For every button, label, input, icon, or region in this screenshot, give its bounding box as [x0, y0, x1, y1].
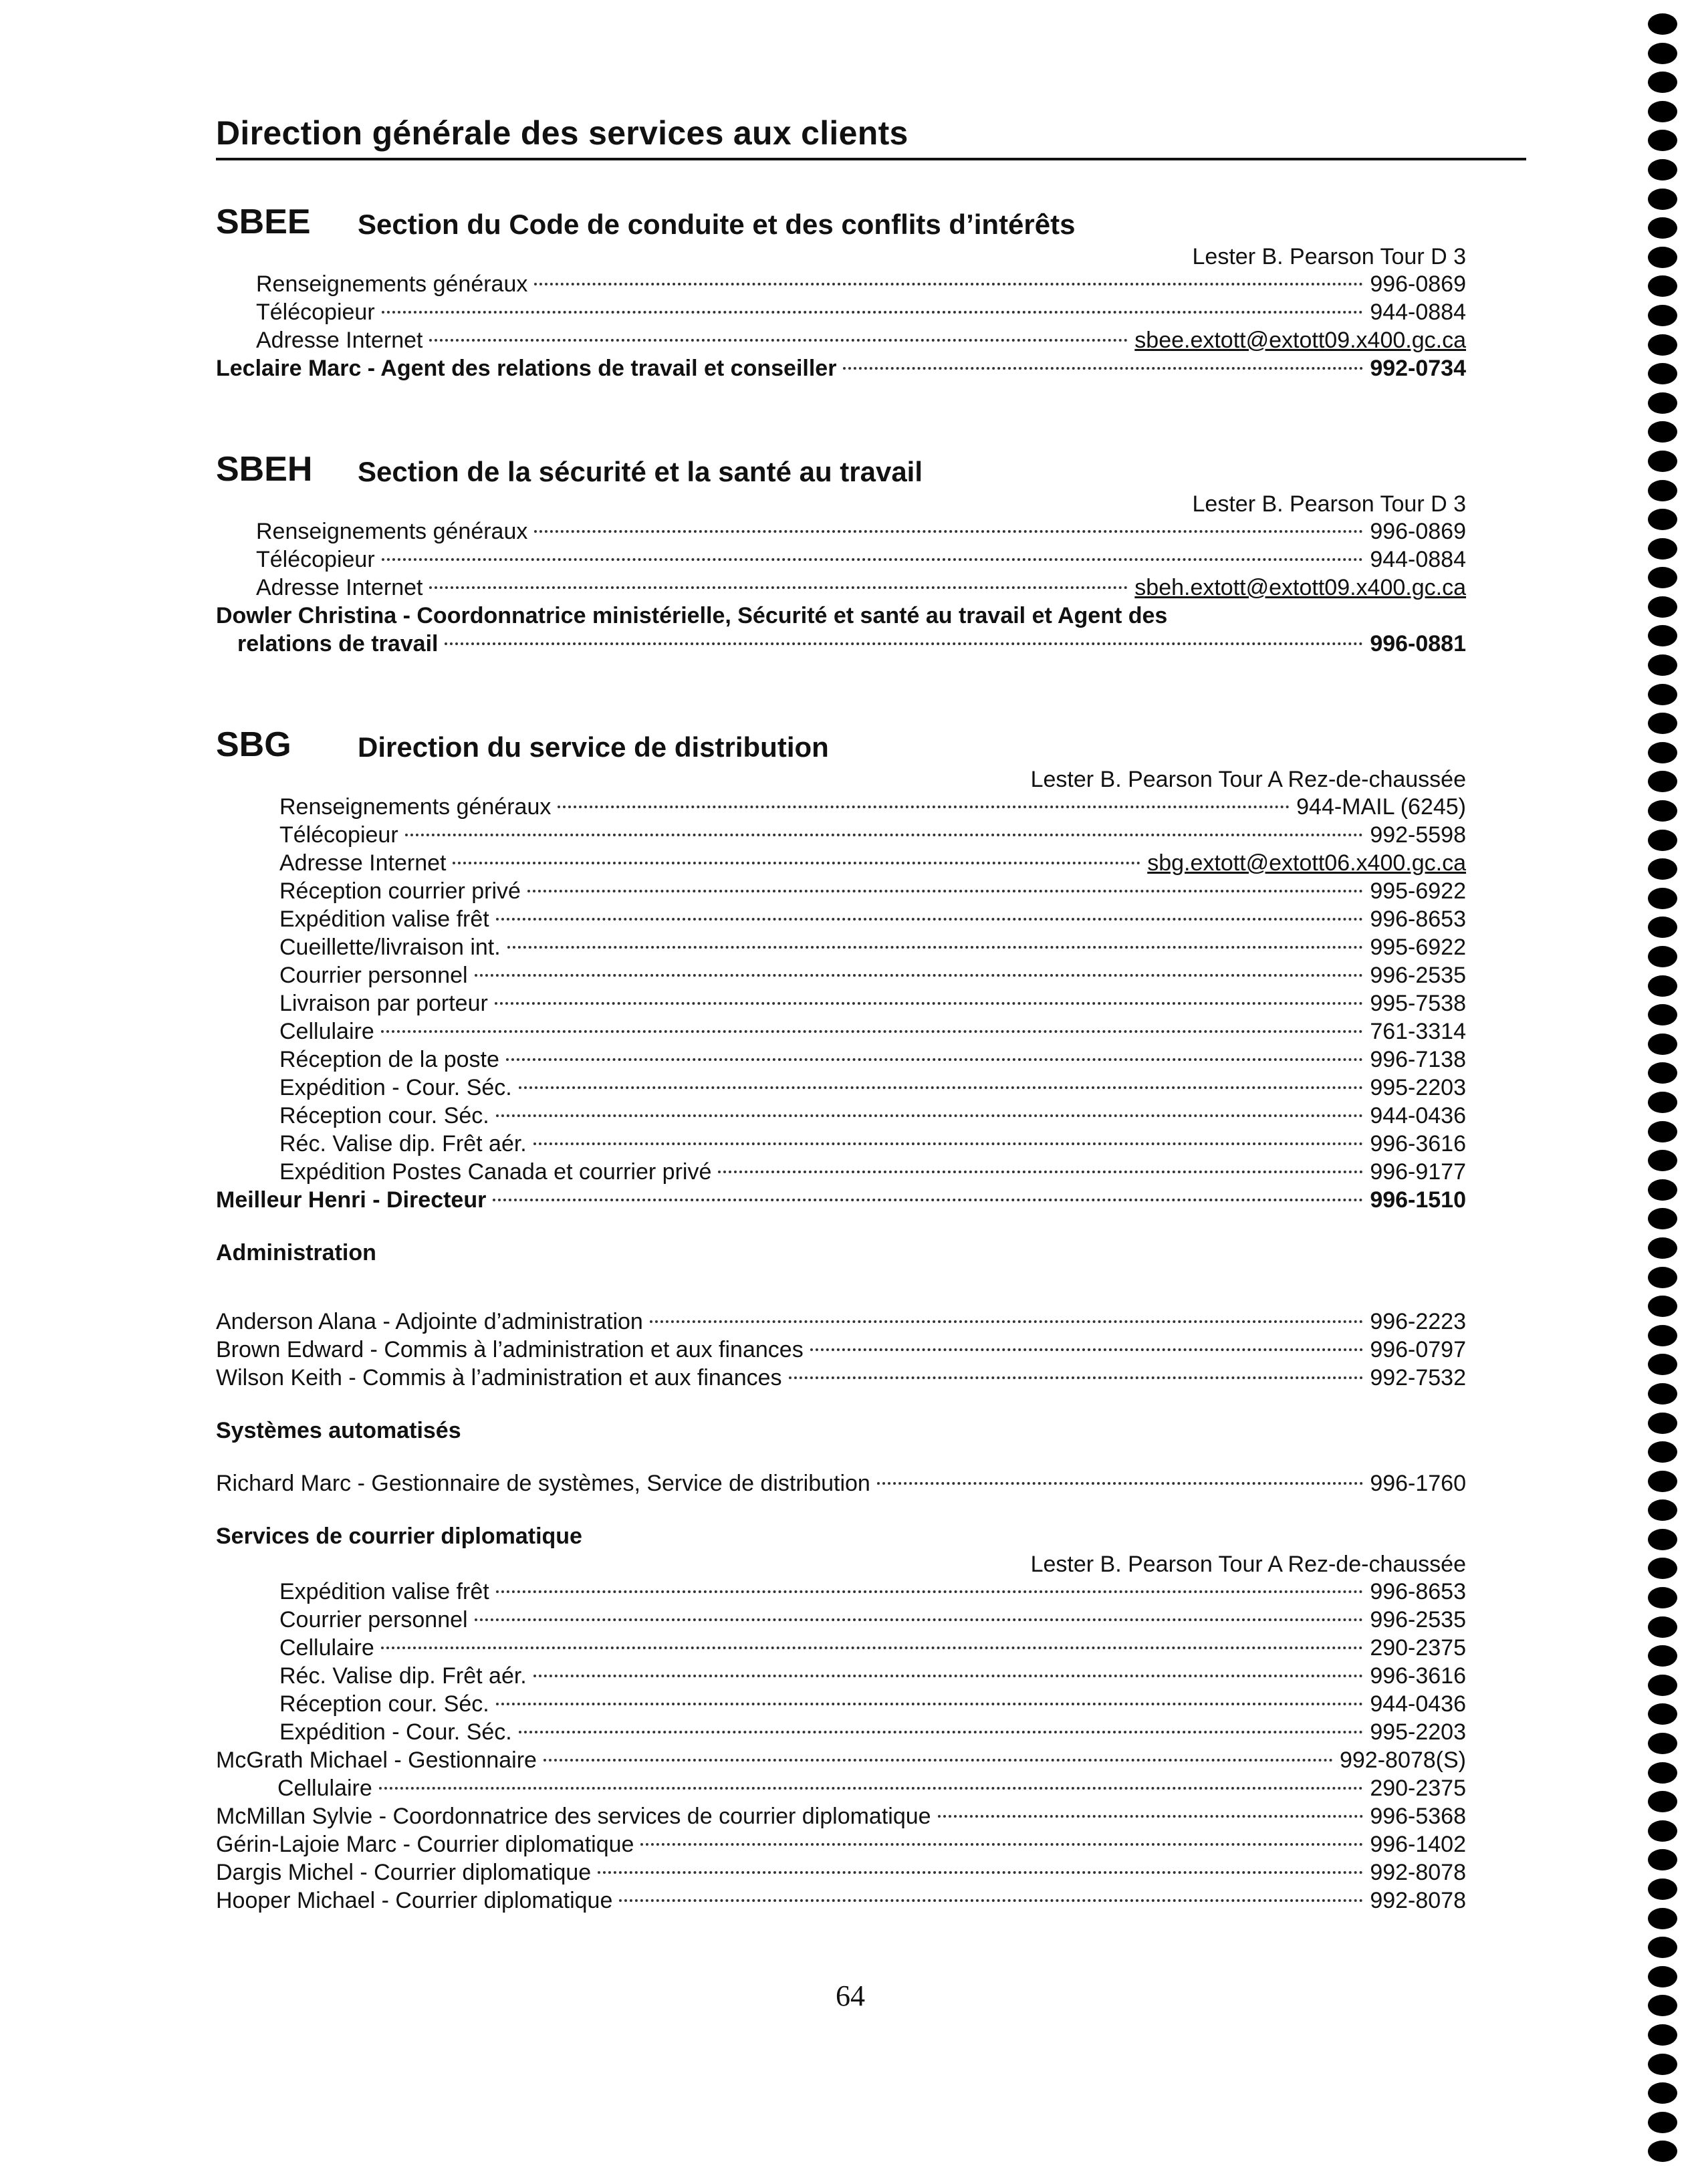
section-location: Lester B. Pearson Tour D 3 — [1192, 491, 1466, 517]
entry-label: Télécopieur — [256, 299, 375, 325]
directory-entry — [216, 1308, 1466, 1336]
leader-dots — [527, 890, 1363, 892]
entry-phone: 996-9177 — [1370, 1159, 1466, 1185]
binder-hole — [1648, 596, 1677, 618]
binder-hole — [1648, 2054, 1677, 2075]
binder-holes — [1648, 13, 1677, 2170]
entry-label: Gérin-Lajoie Marc - Courrier diplomatique — [216, 1832, 634, 1857]
binder-hole — [1648, 625, 1677, 646]
subsection-heading-systemes: Systèmes automatisés — [216, 1418, 461, 1443]
leader-dots — [507, 946, 1364, 949]
directory-entry — [216, 905, 1466, 933]
section-location: Lester B. Pearson Tour A Rez-de-chaussée — [1030, 1552, 1466, 1577]
section-header-sbg — [216, 719, 1466, 766]
leader-dots — [534, 530, 1363, 533]
entry-label: Télécopieur — [279, 822, 398, 848]
directory-content — [216, 187, 1466, 1915]
entry-label: Réception cour. Séc. — [279, 1691, 489, 1717]
directory-entry — [216, 1364, 1466, 1392]
leader-dots — [619, 1899, 1363, 1902]
section-code: SBEH — [216, 450, 313, 489]
leader-dots — [519, 1731, 1364, 1733]
leader-dots — [405, 834, 1364, 836]
binder-hole — [1648, 217, 1677, 239]
entry-phone: 995-7538 — [1370, 991, 1466, 1016]
binder-hole — [1648, 742, 1677, 763]
binder-hole — [1648, 1849, 1677, 1870]
binder-hole — [1648, 72, 1677, 93]
binder-hole — [1648, 538, 1677, 560]
section-location: Lester B. Pearson Tour D 3 — [1192, 244, 1466, 269]
entry-label: Cellulaire — [279, 1635, 374, 1661]
directory-entry — [216, 1774, 1466, 1802]
leader-dots — [445, 642, 1363, 645]
leader-dots — [843, 367, 1363, 370]
directory-entry — [216, 1074, 1466, 1102]
entry-label: Renseignements généraux — [256, 519, 528, 544]
binder-hole — [1648, 1616, 1677, 1638]
director-entry — [216, 1186, 1466, 1214]
binder-hole — [1648, 1675, 1677, 1696]
binder-hole — [1648, 888, 1677, 909]
section-name: Direction du service de distribution — [358, 731, 829, 763]
entry-email-link[interactable]: sbeh.extott@extott09.x400.gc.ca — [1134, 575, 1466, 600]
entry-label: Courrier personnel — [279, 1607, 468, 1632]
leader-dots — [718, 1171, 1363, 1173]
entry-label: Réception cour. Séc. — [279, 1103, 489, 1128]
entry-phone: 944-0884 — [1370, 299, 1466, 325]
entry-phone: 996-2535 — [1370, 1607, 1466, 1632]
entry-phone: 992-8078 — [1370, 1860, 1466, 1885]
entry-phone: 996-7138 — [1370, 1047, 1466, 1072]
binder-hole — [1648, 1034, 1677, 1055]
binder-hole — [1648, 1762, 1677, 1784]
entry-phone: 996-1402 — [1370, 1832, 1466, 1857]
binder-hole — [1648, 946, 1677, 967]
binder-hole — [1648, 1441, 1677, 1463]
leader-dots — [475, 1618, 1364, 1621]
binder-hole — [1648, 334, 1677, 356]
entry-phone: 996-0881 — [1370, 631, 1466, 656]
leader-dots — [381, 1030, 1364, 1033]
entry-label: Expédition Postes Canada et courrier privé — [279, 1159, 712, 1185]
directory-entry — [216, 1718, 1466, 1746]
entry-phone: 996-0869 — [1370, 519, 1466, 544]
directory-entry — [216, 961, 1466, 989]
leader-dots — [496, 1703, 1364, 1705]
binder-hole — [1648, 43, 1677, 64]
entry-phone: 944-MAIL (6245) — [1296, 794, 1466, 820]
directory-entry — [216, 1634, 1466, 1662]
binder-hole — [1648, 2082, 1677, 2104]
binder-hole — [1648, 771, 1677, 792]
entry-label: Anderson Alana - Adjointe d’administration — [216, 1309, 643, 1334]
binder-hole — [1648, 1208, 1677, 1229]
leader-dots — [382, 311, 1364, 314]
leader-dots — [534, 283, 1363, 285]
binder-hole — [1648, 567, 1677, 588]
directory-entry — [216, 1102, 1466, 1130]
binder-hole — [1648, 1645, 1677, 1667]
entry-phone: 992-5598 — [1370, 822, 1466, 848]
leader-dots — [533, 1142, 1364, 1145]
binder-hole — [1648, 1062, 1677, 1084]
entry-label: McMillan Sylvie - Coordonnatrice des services de courrier diplomatique — [216, 1804, 931, 1829]
entry-phone: 290-2375 — [1370, 1635, 1466, 1661]
section-name: Section du Code de conduite et des conflits d’intérêts — [358, 209, 1076, 240]
directory-entry — [216, 933, 1466, 961]
leader-dots — [429, 586, 1128, 589]
leader-dots — [519, 1086, 1364, 1089]
entry-label: Richard Marc - Gestionnaire de systèmes, Service de distribution — [216, 1471, 870, 1496]
binder-hole — [1648, 1121, 1677, 1142]
directory-entry — [216, 849, 1466, 877]
leader-dots — [650, 1320, 1363, 1323]
entry-phone: 995-2203 — [1370, 1719, 1466, 1745]
leader-dots — [558, 806, 1290, 808]
entry-label: Expédition valise frêt — [279, 906, 489, 932]
entry-label: Brown Edward - Commis à l’administration et aux finances — [216, 1337, 804, 1362]
entry-label: Réception courrier privé — [279, 878, 521, 904]
entry-phone: 944-0884 — [1370, 547, 1466, 572]
title-rule — [216, 158, 1526, 160]
leader-dots — [495, 1002, 1363, 1005]
entry-phone: 996-0869 — [1370, 271, 1466, 297]
section-header-sbee — [216, 197, 1466, 243]
entry-phone: 995-2203 — [1370, 1075, 1466, 1100]
contact-person-line1: Dowler Christina - Coordonnatrice ministérielle, Sécurité et santé au travail et Agent des — [216, 603, 1168, 628]
binder-hole — [1648, 2024, 1677, 2046]
entry-phone: 996-2535 — [1370, 963, 1466, 988]
directory-entry — [216, 1017, 1466, 1046]
entry-label: Leclaire Marc - Agent des relations de travail et conseiller — [216, 356, 837, 381]
binder-hole — [1648, 1820, 1677, 1842]
binder-hole — [1648, 1703, 1677, 1725]
directory-entry — [216, 1887, 1466, 1915]
binder-hole — [1648, 858, 1677, 880]
directory-entry — [216, 1606, 1466, 1634]
entry-phone: 992-7532 — [1370, 1365, 1466, 1390]
section-code: SBEE — [216, 203, 311, 241]
entry-phone: 944-0436 — [1370, 1691, 1466, 1717]
leader-dots — [533, 1675, 1364, 1677]
entry-phone: 992-0734 — [1370, 356, 1466, 381]
binder-hole — [1648, 509, 1677, 530]
binder-hole — [1648, 1499, 1677, 1521]
entry-phone: 944-0436 — [1370, 1103, 1466, 1128]
entry-label: Télécopieur — [256, 547, 375, 572]
binder-hole — [1648, 451, 1677, 472]
binder-hole — [1648, 1179, 1677, 1201]
directory-entry — [216, 1830, 1466, 1858]
binder-hole — [1648, 1296, 1677, 1317]
entry-label: McGrath Michael - Gestionnaire — [216, 1747, 537, 1773]
binder-hole — [1648, 1529, 1677, 1550]
leader-dots — [877, 1482, 1363, 1485]
directory-entry — [216, 1690, 1466, 1718]
entry-email-link[interactable]: sbee.extott@extott09.x400.gc.ca — [1134, 328, 1466, 353]
binder-hole — [1648, 480, 1677, 501]
entry-label: Cueillette/livraison int. — [279, 935, 501, 960]
entry-label: Expédition - Cour. Séc. — [279, 1719, 512, 1745]
entry-label: Meilleur Henri - Directeur — [216, 1187, 487, 1213]
directory-entry — [216, 1336, 1466, 1364]
directory-entry — [216, 298, 1466, 326]
entry-label: Cellulaire — [279, 1019, 374, 1044]
binder-hole — [1648, 684, 1677, 705]
entry-label: Réception de la poste — [279, 1047, 499, 1072]
entry-phone: 996-8653 — [1370, 1579, 1466, 1604]
entry-email-link[interactable]: sbg.extott@extott06.x400.gc.ca — [1147, 850, 1466, 876]
directory-entry — [216, 793, 1466, 821]
entry-label: Dargis Michel - Courrier diplomatique — [216, 1860, 592, 1885]
binder-hole — [1648, 830, 1677, 851]
leader-dots — [543, 1759, 1333, 1762]
leader-dots — [475, 974, 1364, 977]
directory-entry — [216, 1802, 1466, 1830]
binder-hole — [1648, 917, 1677, 938]
leader-dots — [496, 1590, 1364, 1593]
binder-hole — [1648, 101, 1677, 122]
leader-dots — [789, 1376, 1364, 1379]
binder-hole — [1648, 1995, 1677, 2016]
binder-hole — [1648, 1908, 1677, 1929]
entry-label: Renseignements généraux — [279, 794, 552, 820]
entry-label: relations de travail — [237, 631, 439, 656]
binder-hole — [1648, 1092, 1677, 1113]
entry-label: Hooper Michael - Courrier diplomatique — [216, 1888, 613, 1913]
entry-phone: 290-2375 — [1370, 1776, 1466, 1801]
binder-hole — [1648, 800, 1677, 822]
entry-label: Renseignements généraux — [256, 271, 528, 297]
directory-entry — [216, 1046, 1466, 1074]
directory-entry — [216, 989, 1466, 1017]
binder-hole — [1648, 421, 1677, 443]
entry-phone: 996-8653 — [1370, 906, 1466, 932]
binder-hole — [1648, 654, 1677, 676]
entry-phone: 995-6922 — [1370, 935, 1466, 960]
directory-entry — [216, 1662, 1466, 1690]
section-header-sbeh — [216, 444, 1466, 491]
binder-hole — [1648, 1878, 1677, 1900]
binder-hole — [1648, 1966, 1677, 1987]
entry-phone: 996-0797 — [1370, 1337, 1466, 1362]
directory-entry — [216, 1130, 1466, 1158]
entry-label: Courrier personnel — [279, 963, 468, 988]
entry-label: Wilson Keith - Commis à l’administration et aux finances — [216, 1365, 782, 1390]
contact-person — [216, 354, 1466, 382]
entry-phone: 996-3616 — [1370, 1663, 1466, 1689]
binder-hole — [1648, 1471, 1677, 1492]
binder-hole — [1648, 2141, 1677, 2162]
entry-label: Cellulaire — [277, 1776, 372, 1801]
binder-hole — [1648, 713, 1677, 734]
leader-dots — [381, 1647, 1364, 1649]
binder-hole — [1648, 13, 1677, 35]
binder-hole — [1648, 1383, 1677, 1405]
page-title: Direction générale des services aux clients — [216, 114, 908, 152]
entry-phone: 996-5368 — [1370, 1804, 1466, 1829]
binder-hole — [1648, 1937, 1677, 1958]
entry-label: Adresse Internet — [256, 328, 423, 353]
leader-dots — [640, 1843, 1363, 1846]
binder-hole — [1648, 1587, 1677, 1608]
section-location: Lester B. Pearson Tour A Rez-de-chaussée — [1030, 767, 1466, 792]
directory-entry — [216, 517, 1466, 545]
entry-label: Réc. Valise dip. Frêt aér. — [279, 1131, 527, 1157]
entry-phone: 992-8078(S) — [1339, 1747, 1466, 1773]
entry-label: Expédition - Cour. Séc. — [279, 1075, 512, 1100]
binder-hole — [1648, 1791, 1677, 1812]
binder-hole — [1648, 189, 1677, 210]
leader-dots — [810, 1348, 1364, 1351]
leader-dots — [493, 1199, 1363, 1201]
entry-phone: 996-1510 — [1370, 1187, 1466, 1213]
binder-hole — [1648, 159, 1677, 180]
subsection-heading-administration: Administration — [216, 1240, 376, 1265]
binder-hole — [1648, 363, 1677, 384]
page-number: 64 — [836, 1979, 865, 2012]
binder-hole — [1648, 2112, 1677, 2133]
binder-hole — [1648, 1267, 1677, 1288]
directory-entry — [216, 545, 1466, 574]
binder-hole — [1648, 305, 1677, 326]
binder-hole — [1648, 275, 1677, 297]
leader-dots — [506, 1058, 1363, 1061]
binder-hole — [1648, 1413, 1677, 1434]
binder-hole — [1648, 130, 1677, 151]
binder-hole — [1648, 1237, 1677, 1259]
directory-entry — [216, 877, 1466, 905]
directory-entry — [216, 1469, 1466, 1497]
leader-dots — [453, 862, 1140, 864]
entry-label: Adresse Internet — [256, 575, 423, 600]
subsection-heading-diplomatique: Services de courrier diplomatique — [216, 1524, 582, 1549]
directory-entry — [216, 1578, 1466, 1606]
leader-dots — [382, 558, 1364, 561]
leader-dots — [379, 1787, 1364, 1790]
entry-phone: 761-3314 — [1370, 1019, 1466, 1044]
binder-hole — [1648, 975, 1677, 997]
entry-phone: 992-8078 — [1370, 1888, 1466, 1913]
binder-hole — [1648, 1004, 1677, 1025]
leader-dots — [938, 1815, 1364, 1818]
entry-label: Adresse Internet — [279, 850, 447, 876]
entry-label: Expédition valise frêt — [279, 1579, 489, 1604]
entry-phone: 996-2223 — [1370, 1309, 1466, 1334]
entry-label: Réc. Valise dip. Frêt aér. — [279, 1663, 527, 1689]
leader-dots — [496, 1114, 1364, 1117]
directory-entry — [216, 270, 1466, 298]
binder-hole — [1648, 1150, 1677, 1171]
entry-phone: 996-1760 — [1370, 1471, 1466, 1496]
binder-hole — [1648, 1733, 1677, 1754]
leader-dots — [598, 1871, 1363, 1874]
contact-person-line2 — [216, 630, 1466, 658]
directory-entry — [216, 1158, 1466, 1186]
binder-hole — [1648, 1354, 1677, 1375]
directory-entry — [216, 1746, 1466, 1774]
entry-label: Livraison par porteur — [279, 991, 488, 1016]
binder-hole — [1648, 247, 1677, 268]
directory-entry — [216, 821, 1466, 849]
section-code: SBG — [216, 725, 291, 764]
directory-entry — [216, 326, 1466, 354]
directory-entry — [216, 1858, 1466, 1887]
binder-hole — [1648, 392, 1677, 414]
entry-phone: 995-6922 — [1370, 878, 1466, 904]
leader-dots — [429, 339, 1128, 342]
leader-dots — [496, 918, 1364, 921]
section-name: Section de la sécurité et la santé au travail — [358, 456, 923, 487]
entry-phone: 996-3616 — [1370, 1131, 1466, 1157]
binder-hole — [1648, 1325, 1677, 1346]
directory-entry — [216, 574, 1466, 602]
binder-hole — [1648, 1558, 1677, 1579]
